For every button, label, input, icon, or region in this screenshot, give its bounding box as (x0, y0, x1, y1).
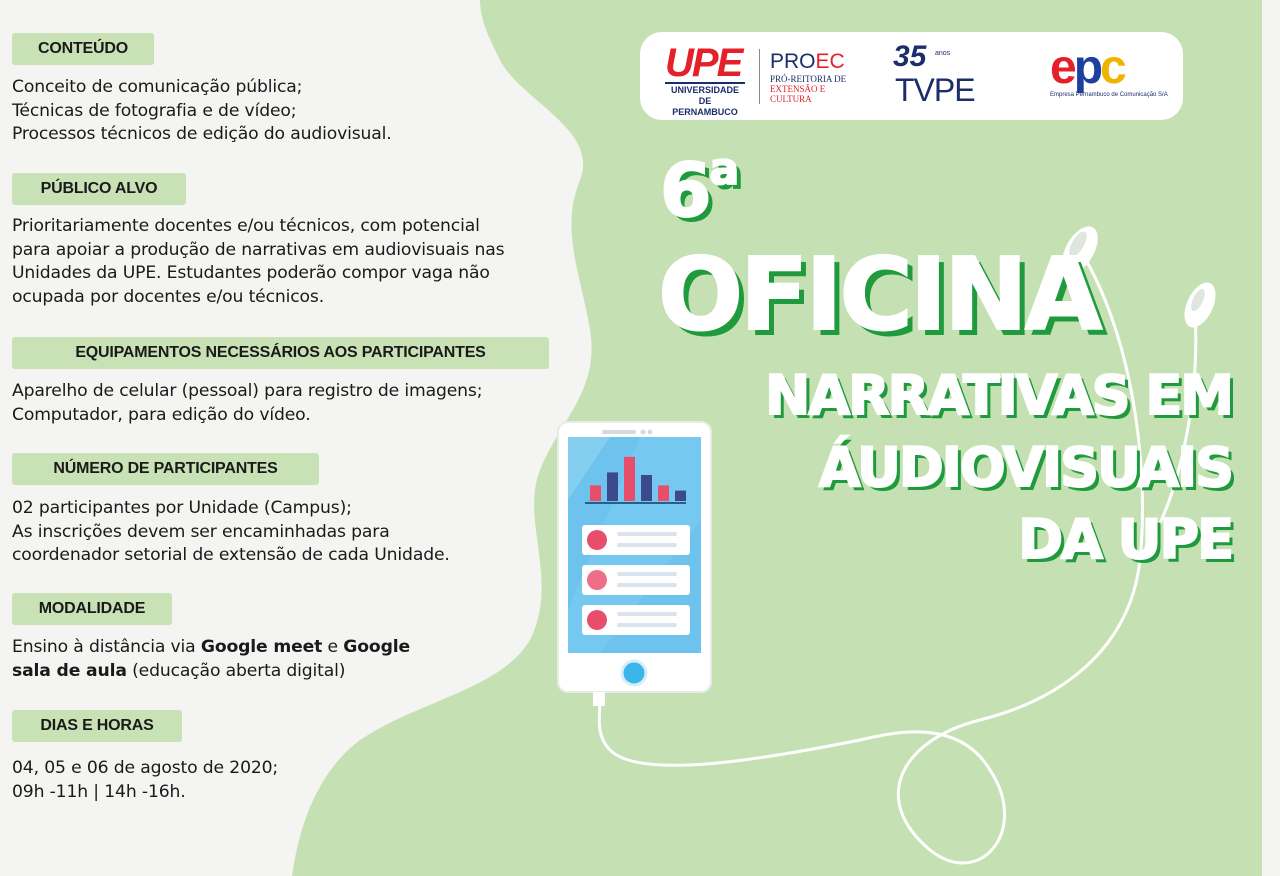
section-body-modalidade: Ensino à distância via Google meet e Google sala de aula (educação aberta digital) (12, 637, 410, 681)
tvpe-logo: 35 anos TVPE (893, 40, 975, 108)
phone-list-item (582, 525, 690, 555)
phone-bar (624, 457, 635, 501)
title-oficina: OFICINA (658, 236, 1100, 353)
section-label-conteudo: CONTEÚDO (12, 33, 154, 65)
smartphone-illustration (558, 422, 711, 706)
title-line-2: ÁUDIOVISUAIS (818, 436, 1232, 499)
phone-list-item (582, 605, 690, 635)
phone-bar (641, 475, 652, 501)
section-body-equipamentos: Aparelho de celular (pessoal) para registro de imagens; Computador, para edição do vídeo. (12, 381, 483, 425)
phone-bar (607, 472, 618, 501)
title-line-1: NARRATIVAS EM (765, 364, 1232, 427)
phone-bar (675, 491, 686, 501)
proec-logo: PROEC PRÓ-REITORIA DE EXTENSÃO E CULTURA (770, 50, 847, 104)
section-body-publico-alvo: Prioritariamente docentes e/ou técnicos, com potencial para apoiar a produção de narrativas em audiovisuais nas Unidades da UPE. Estudantes poderão compor vaga não ocupada por docentes e/ou técnicos. (12, 216, 505, 307)
section-label-modalidade: MODALIDADE (12, 593, 172, 625)
title-line-3: DA UPE (1018, 508, 1232, 571)
section-label-numero-participantes: NÚMERO DE PARTICIPANTES (12, 453, 319, 485)
section-body-dias-horas: 04, 05 e 06 de agosto de 2020; 09h -11h | 14h -16h. (12, 758, 279, 802)
section-body-conteudo: Conceito de comunicação pública; Técnicas de fotografia e de vídeo; Processos técnicos de edição do audiovisual. (12, 77, 392, 144)
logo-divider (759, 49, 760, 104)
phone-home-button (622, 661, 646, 685)
epc-logo: epc Empresa Pernambuco de Comunicação S/A (1050, 41, 1168, 98)
phone-list-item (582, 565, 690, 595)
phone-bar (658, 485, 669, 501)
edition-number: 6$^a$ (660, 144, 738, 234)
upe-logo: UPE UNIVERSIDADE DE PERNAMBUCO (665, 46, 747, 108)
section-label-equipamentos: EQUIPAMENTOS NECESSÁRIOS AOS PARTICIPANTES (12, 337, 549, 369)
section-label-publico-alvo: PÚBLICO ALVO (12, 173, 186, 205)
phone-bar (590, 485, 601, 501)
section-body-numero-participantes: 02 participantes por Unidade (Campus); As inscrições devem ser encaminhadas para coordenador setorial de extensão de cada Unidade. (12, 498, 450, 565)
section-label-dias-horas: DIAS E HORAS (12, 710, 182, 742)
